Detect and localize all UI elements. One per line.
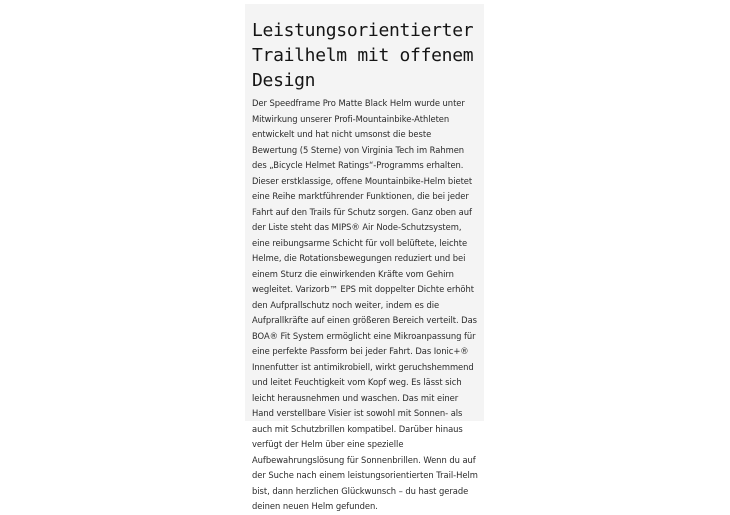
article-body: Der Speedframe Pro Matte Black Helm wurde unter Mitwirkung unserer Profi-Mountainbike-Athleten entwickelt und hat nicht umsonst die beste Bewertung (5 Sterne) von Virginia Tech im Rahmen des „Bicycle Helmet Ratings“-Programms erhalten. Dieser erstklassige, offene Mountainbike-Helm bietet eine Reihe marktführender Funktionen, die bei jeder Fahrt auf den Trails für Schutz sorgen. Ganz oben auf der Liste steht das MIPS® Air Node-Schutzsystem, eine reibungsarme Schicht für voll belüftete, leichte Helme, die Rotationsbewegungen reduziert und bei einem Sturz die einwirkenden Kräfte vom Gehirn wegleitet. Varizorb™ EPS mit doppelter Dichte erhöht den Aufprallschutz noch weiter, indem es die Aufprallkräfte auf einen größeren Bereich verteilt. Das BOA® Fit System ermöglicht eine Mikroanpassung für eine perfekte Passform bei jeder Fahrt. Das Ionic+® Innenfutter ist antimikrobiell, wirkt geruchshemmend und leitet Feuchtigkeit vom Kopf weg. Es lässt sich leicht herausnehmen und waschen. Das mit einer Hand verstellbare Visier ist sowohl mit Sonnen- als auch mit Schutzbrillen kompatibel. Darüber hinaus verfügt der Helm über eine spezielle Aufbewahrungslösung für Sonnenbrillen. Wenn du auf der Suche nach einem leistungsorientierten Trail-Helm bist, dann herzlichen Glückwunsch – du hast gerade deinen neuen Helm gefunden.	[252, 98, 478, 511]
article-card	[245, 4, 484, 511]
article-heading: Leistungsorientierter Trailhelm mit offenem Design	[252, 20, 474, 91]
